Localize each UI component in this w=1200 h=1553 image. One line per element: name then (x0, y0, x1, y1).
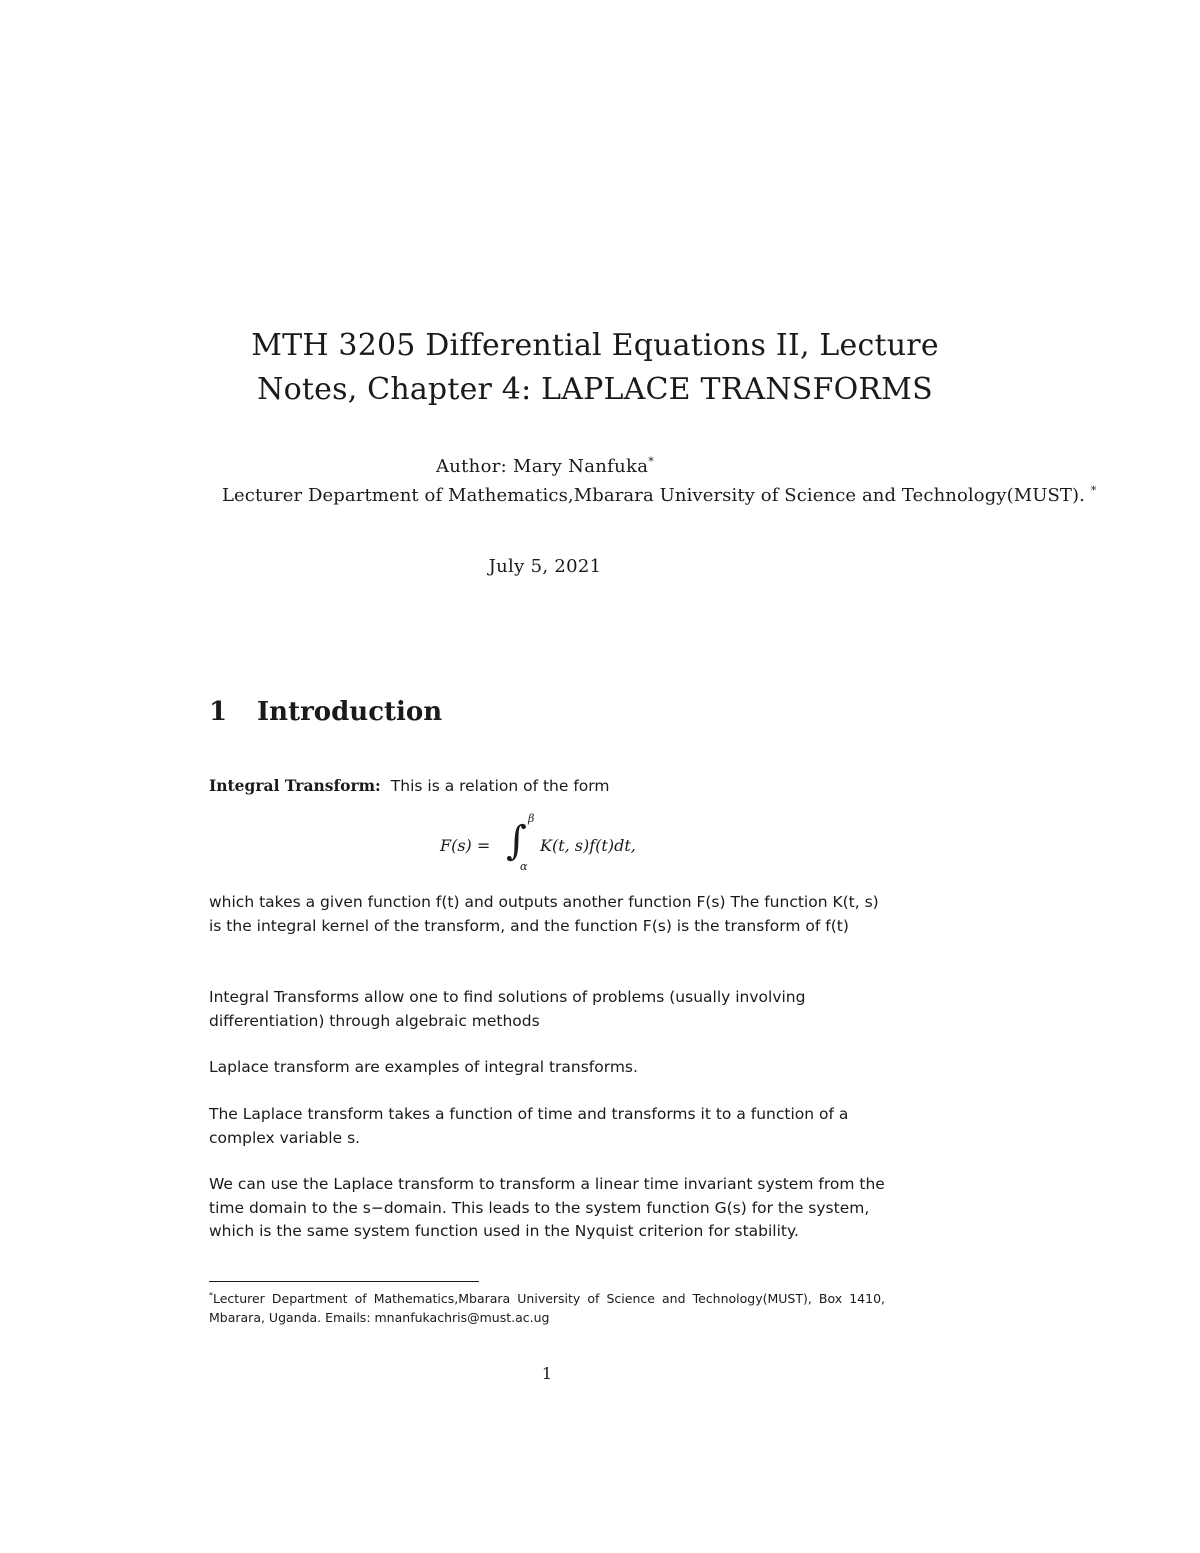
paragraph: We can use the Laplace transform to transform a linear time invariant system from the time domain to the s−domain. This leads to the system function G(s) for the system, which is the same system function used in the Nyquist criterion for stability. (209, 1175, 885, 1240)
definition-term: Integral Transform: (209, 776, 381, 795)
author-affiliation (222, 485, 1096, 506)
footnote-text: Lecturer Department of Mathematics,Mbarara University of Science and Technology(MUST), Box 1410, Mbarara, Uganda. Emails: mnanfukachris@must.ac.ug (209, 1291, 885, 1326)
section-number: 1 (209, 697, 228, 727)
footnote (209, 1286, 885, 1327)
section-heading (209, 697, 442, 727)
title-line-2: Notes, Chapter 4: LAPLACE TRANSFORMS (257, 372, 933, 407)
affiliation-text: Lecturer Department of Mathematics,Mbarara University of Science and Technology(MUST). (222, 485, 1085, 506)
section-title: Introduction (257, 697, 443, 727)
definition-text: This is a relation of the form (390, 777, 610, 795)
author-footnote-mark: * (648, 455, 655, 468)
author-line (200, 456, 890, 477)
paragraph: The Laplace transform takes a function of time and transforms it to a function of a complex variable s. (209, 1105, 849, 1147)
definition-paragraph (209, 774, 887, 799)
integral-upper-limit: β (528, 812, 535, 825)
equation-lhs: F(s) = (440, 836, 491, 855)
equation-rhs: K(t, s)f(t)dt, (540, 836, 636, 855)
integral-lower-limit: α (520, 860, 528, 873)
title-line-1: MTH 3205 Differential Equations II, Lecture (251, 328, 939, 363)
paragraph: Integral Transforms allow one to find solutions of problems (usually involving differentiation) through algebraic methods (209, 988, 806, 1030)
paper-date: July 5, 2021 (488, 556, 602, 577)
author-name: Author: Mary Nanfuka (435, 456, 649, 477)
footnote-mark: * (209, 1291, 213, 1300)
paragraph: Laplace transform are examples of integral transforms. (209, 1058, 638, 1076)
paragraph: which takes a given function f(t) and outputs another function F(s) The function K(t, s) is the integral kernel of the transform, and the function F(s) is the transform of f(t) (209, 893, 879, 935)
affiliation-footnote-mark: * (1090, 484, 1097, 497)
footnote-divider (209, 1281, 479, 1282)
paper-title (200, 324, 990, 412)
page-number: 1 (541, 1364, 553, 1383)
integral-sign: ∫ (506, 818, 527, 864)
